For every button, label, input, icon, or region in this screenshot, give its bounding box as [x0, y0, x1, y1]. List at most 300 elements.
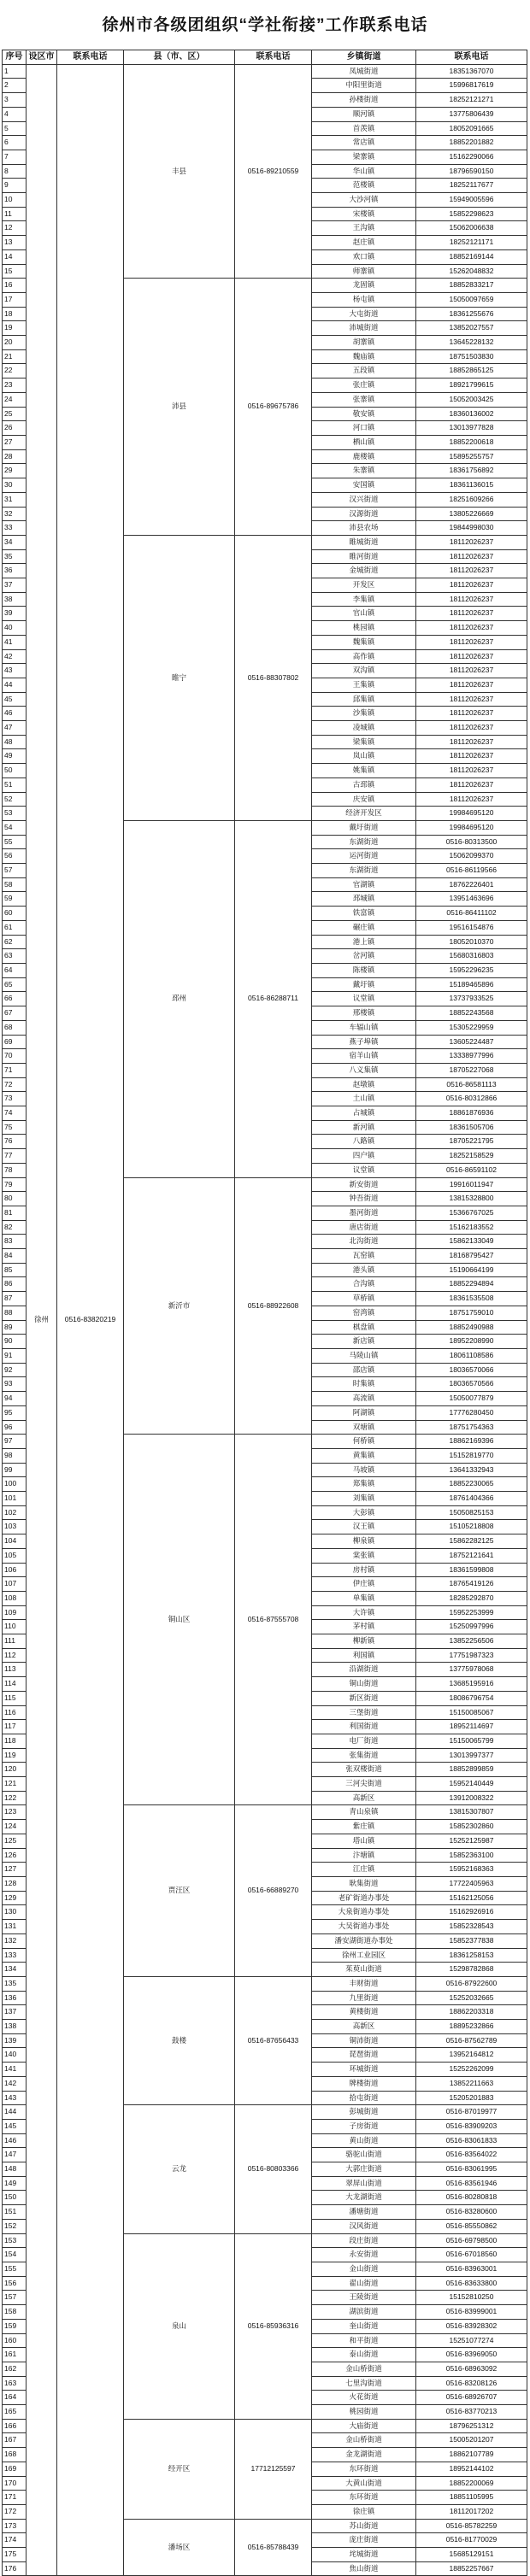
row-index: 90 — [3, 1335, 26, 1349]
row-index: 11 — [3, 207, 26, 221]
row-index: 43 — [3, 664, 26, 678]
row-index: 19 — [3, 321, 26, 336]
town-name: 草桥镇 — [312, 1292, 416, 1306]
town-phone: 18852257667 — [416, 2561, 527, 2576]
town-name: 铁富镇 — [312, 907, 416, 921]
row-index: 23 — [3, 378, 26, 393]
town-phone: 0516-81770029 — [416, 2533, 527, 2548]
county-name: 铜山区 — [124, 1435, 235, 1805]
header-county: 县（市、区） — [124, 50, 235, 65]
town-name: 大屯街道 — [312, 307, 416, 321]
town-name: 潘安湖街道办事处 — [312, 1933, 416, 1948]
town-name: 陈楼镇 — [312, 964, 416, 978]
row-index: 83 — [3, 1235, 26, 1249]
county-phone: 0516-85788439 — [235, 2519, 312, 2576]
town-name: 唐店街道 — [312, 1220, 416, 1235]
row-index: 117 — [3, 1720, 26, 1734]
town-name: 焦山街道 — [312, 2561, 416, 2576]
town-phone: 13912008322 — [416, 1791, 527, 1805]
town-name: 东环街道 — [312, 2491, 416, 2505]
town-phone: 0516-68926707 — [416, 2391, 527, 2405]
row-index: 56 — [3, 849, 26, 864]
town-phone: 13641332943 — [416, 1463, 527, 1477]
town-phone: 0516-83633800 — [416, 2276, 527, 2291]
row-index: 6 — [3, 136, 26, 150]
header-county-phone: 联系电话 — [235, 50, 312, 65]
county-phone: 0516-88307802 — [235, 535, 312, 820]
row-index: 122 — [3, 1791, 26, 1805]
town-phone: 18112026237 — [416, 721, 527, 736]
town-name: 翠屏山街道 — [312, 2176, 416, 2191]
town-name: 高新区 — [312, 2020, 416, 2034]
town-name: 新安街道 — [312, 1177, 416, 1192]
row-index: 85 — [3, 1263, 26, 1277]
row-index: 96 — [3, 1420, 26, 1435]
town-name: 阿湖镇 — [312, 1405, 416, 1420]
town-name: 高流镇 — [312, 1392, 416, 1406]
town-phone: 18751759010 — [416, 1306, 527, 1320]
town-name: 李集镇 — [312, 592, 416, 607]
town-name: 大许镇 — [312, 1605, 416, 1620]
row-index: 157 — [3, 2291, 26, 2305]
row-index: 60 — [3, 907, 26, 921]
row-index: 144 — [3, 2105, 26, 2120]
town-phone: 18361258153 — [416, 1948, 527, 1963]
row-index: 111 — [3, 1634, 26, 1649]
town-name: 利国街道 — [312, 1720, 416, 1734]
row-index: 106 — [3, 1563, 26, 1577]
row-index: 88 — [3, 1306, 26, 1320]
row-index: 70 — [3, 1049, 26, 1064]
town-name: 戴圩镇 — [312, 977, 416, 992]
town-name: 郑集镇 — [312, 1477, 416, 1492]
town-name: 耿集街道 — [312, 1877, 416, 1892]
row-index: 112 — [3, 1648, 26, 1663]
town-name: 沙集镇 — [312, 707, 416, 721]
town-name: 大黄山街道 — [312, 2476, 416, 2491]
town-phone: 0516-80312866 — [416, 1092, 527, 1106]
town-name: 睢河街道 — [312, 549, 416, 564]
town-phone: 18705227068 — [416, 1063, 527, 1077]
town-phone: 0516-68963092 — [416, 2362, 527, 2376]
town-name: 新店镇 — [312, 1335, 416, 1349]
row-index: 168 — [3, 2448, 26, 2462]
town-name: 东湖街道 — [312, 835, 416, 849]
town-name: 高作镇 — [312, 649, 416, 664]
town-name: 翟山街道 — [312, 2276, 416, 2291]
town-phone: 18762226401 — [416, 877, 527, 892]
row-index: 105 — [3, 1548, 26, 1563]
row-index: 131 — [3, 1920, 26, 1934]
town-name: 三河尖街道 — [312, 1777, 416, 1792]
town-name: 徐庄镇 — [312, 2504, 416, 2519]
row-index: 62 — [3, 935, 26, 949]
town-phone: 18861876936 — [416, 1106, 527, 1121]
town-phone: 13737933525 — [416, 992, 527, 1006]
town-phone: 18036570066 — [416, 1363, 527, 1377]
town-phone: 15852377838 — [416, 1933, 527, 1948]
town-phone: 18112026237 — [416, 649, 527, 664]
table-body — [3, 64, 527, 2576]
town-phone: 18852490988 — [416, 1320, 527, 1335]
row-index: 132 — [3, 1933, 26, 1948]
row-index: 150 — [3, 2191, 26, 2205]
row-index: 13 — [3, 236, 26, 250]
row-index: 2 — [3, 79, 26, 93]
town-phone: 18112026237 — [416, 764, 527, 778]
row-index: 158 — [3, 2305, 26, 2320]
town-name: 柳泉镇 — [312, 1534, 416, 1549]
town-name: 窑湾镇 — [312, 1306, 416, 1320]
row-index: 100 — [3, 1477, 26, 1492]
row-index: 133 — [3, 1948, 26, 1963]
town-name: 黄集镇 — [312, 1448, 416, 1463]
town-phone: 0516-86591102 — [416, 1163, 527, 1177]
town-phone: 18361599808 — [416, 1563, 527, 1577]
town-phone: 15862133049 — [416, 1235, 527, 1249]
town-phone: 18862169396 — [416, 1435, 527, 1449]
row-index: 143 — [3, 2091, 26, 2105]
town-name: 沛县农场 — [312, 521, 416, 536]
row-index: 124 — [3, 1820, 26, 1834]
town-name: 议堂镇 — [312, 992, 416, 1006]
town-name: 顺河镇 — [312, 107, 416, 121]
row-index: 35 — [3, 549, 26, 564]
town-name: 桃园镇 — [312, 621, 416, 636]
county-name: 潘场区 — [124, 2519, 235, 2576]
county-name: 鼓楼 — [124, 1976, 235, 2104]
town-name: 范楼镇 — [312, 179, 416, 193]
town-name: 琵琶街道 — [312, 2048, 416, 2063]
town-phone: 18112026237 — [416, 549, 527, 564]
town-name: 金城街道 — [312, 564, 416, 578]
row-index: 80 — [3, 1192, 26, 1206]
town-name: 大郭庄街道 — [312, 2162, 416, 2177]
county-phone: 0516-66889270 — [235, 1805, 312, 1976]
town-name: 铜沛街道 — [312, 2033, 416, 2048]
row-index: 151 — [3, 2205, 26, 2220]
town-name: 凤城街道 — [312, 64, 416, 79]
town-name: 开发区 — [312, 578, 416, 593]
town-name: 利国镇 — [312, 1648, 416, 1663]
town-name: 宋楼镇 — [312, 207, 416, 221]
town-phone: 15862282125 — [416, 1534, 527, 1549]
town-name: 和平街道 — [312, 2333, 416, 2348]
town-phone: 13852256506 — [416, 1634, 527, 1649]
town-name: 睢城街道 — [312, 535, 416, 549]
row-index: 9 — [3, 179, 26, 193]
row-index: 113 — [3, 1663, 26, 1677]
row-index: 138 — [3, 2020, 26, 2034]
county-name: 经开区 — [124, 2419, 235, 2519]
row-index: 164 — [3, 2391, 26, 2405]
town-phone: 13852027557 — [416, 321, 527, 336]
row-index: 38 — [3, 592, 26, 607]
town-phone: 18796251312 — [416, 2419, 527, 2433]
county-phone: 0516-87555708 — [235, 1435, 312, 1805]
town-phone: 15190664199 — [416, 1263, 527, 1277]
town-name: 金龙湖街道 — [312, 2448, 416, 2462]
page-title: 徐州市各级团组织“学社衔接”工作联系电话 — [102, 16, 428, 34]
town-phone: 18921799615 — [416, 378, 527, 393]
town-phone: 18751503830 — [416, 349, 527, 364]
town-name: 江庄镇 — [312, 1863, 416, 1877]
town-phone: 13685195916 — [416, 1677, 527, 1692]
county-phone: 0516-80803366 — [235, 2105, 312, 2233]
town-name: 中阳里街道 — [312, 79, 416, 93]
town-phone: 15366767025 — [416, 1206, 527, 1220]
town-name: 车辐山镇 — [312, 1020, 416, 1035]
town-phone: 13952164812 — [416, 2048, 527, 2063]
town-phone: 18112017202 — [416, 2504, 527, 2519]
town-name: 常店镇 — [312, 136, 416, 150]
row-index: 74 — [3, 1106, 26, 1121]
town-name: 电厂街道 — [312, 1734, 416, 1748]
row-index: 102 — [3, 1505, 26, 1520]
county-phone: 0516-86288711 — [235, 820, 312, 1177]
town-name: 王集镇 — [312, 678, 416, 692]
county-phone: 0516-87656433 — [235, 1976, 312, 2104]
town-phone: 17722405963 — [416, 1877, 527, 1892]
town-phone: 15251077274 — [416, 2333, 527, 2348]
town-phone: 18852200069 — [416, 2476, 527, 2491]
town-name: 合沟镇 — [312, 1277, 416, 1292]
town-phone: 0516-80313500 — [416, 835, 527, 849]
town-phone: 18361136015 — [416, 478, 527, 493]
county-name: 云龙 — [124, 2105, 235, 2233]
town-name: 大龙湖街道 — [312, 2191, 416, 2205]
row-index: 130 — [3, 1905, 26, 1920]
town-name: 魏集镇 — [312, 635, 416, 649]
town-phone: 15105218808 — [416, 1520, 527, 1534]
town-phone: 18752121641 — [416, 1548, 527, 1563]
town-name: 宿羊山镇 — [312, 1049, 416, 1064]
town-phone: 18112026237 — [416, 564, 527, 578]
town-phone: 19984695120 — [416, 807, 527, 821]
row-index: 69 — [3, 1035, 26, 1049]
row-index: 25 — [3, 407, 26, 421]
row-index: 59 — [3, 892, 26, 907]
town-name: 赵墩镇 — [312, 1077, 416, 1092]
town-phone: 18112026237 — [416, 692, 527, 707]
row-index: 81 — [3, 1206, 26, 1220]
row-index: 115 — [3, 1691, 26, 1705]
row-index: 12 — [3, 221, 26, 236]
town-phone: 18036570566 — [416, 1377, 527, 1392]
row-index: 134 — [3, 1963, 26, 1977]
city-name: 徐州 — [26, 64, 57, 2576]
town-name: 徐州工业园区 — [312, 1948, 416, 1963]
row-index: 87 — [3, 1292, 26, 1306]
town-phone: 13338977996 — [416, 1049, 527, 1064]
town-name: 大泉街道办事处 — [312, 1905, 416, 1920]
town-phone: 0516-83999001 — [416, 2305, 527, 2320]
row-index: 64 — [3, 964, 26, 978]
town-name: 奎山街道 — [312, 2319, 416, 2333]
town-phone: 13013977828 — [416, 421, 527, 436]
row-index: 54 — [3, 820, 26, 835]
row-index: 97 — [3, 1435, 26, 1449]
row-index: 173 — [3, 2519, 26, 2533]
town-name: 棋盘镇 — [312, 1320, 416, 1335]
row-index: 136 — [3, 1991, 26, 2005]
town-phone: 15205201883 — [416, 2091, 527, 2105]
town-name: 欢口镇 — [312, 249, 416, 264]
town-phone: 0516-83280600 — [416, 2205, 527, 2220]
row-index: 82 — [3, 1220, 26, 1235]
town-phone: 18852200618 — [416, 435, 527, 449]
town-name: 紫庄镇 — [312, 1820, 416, 1834]
row-index: 40 — [3, 621, 26, 636]
town-phone: 18112026237 — [416, 664, 527, 678]
town-name: 九里街道 — [312, 1991, 416, 2005]
town-phone: 18112026237 — [416, 607, 527, 621]
town-phone: 17776280450 — [416, 1405, 527, 1420]
town-phone: 18361505706 — [416, 1120, 527, 1135]
town-phone: 15005201207 — [416, 2433, 527, 2448]
row-index: 61 — [3, 920, 26, 935]
row-index: 72 — [3, 1077, 26, 1092]
town-name: 拾屯街道 — [312, 2091, 416, 2105]
town-phone: 13013997377 — [416, 1748, 527, 1763]
town-phone: 0516-69798500 — [416, 2233, 527, 2248]
town-phone: 18112026237 — [416, 707, 527, 721]
town-phone: 18852230065 — [416, 1477, 527, 1492]
row-index: 58 — [3, 877, 26, 892]
row-index: 75 — [3, 1120, 26, 1135]
town-name: 马陵山镇 — [312, 1348, 416, 1363]
town-phone: 18112026237 — [416, 735, 527, 749]
town-phone: 15262048832 — [416, 264, 527, 279]
row-index: 57 — [3, 864, 26, 878]
town-phone: 15685129151 — [416, 2548, 527, 2562]
town-phone: 18852899859 — [416, 1763, 527, 1777]
row-index: 50 — [3, 764, 26, 778]
town-phone: 15050097659 — [416, 292, 527, 307]
row-index: 121 — [3, 1777, 26, 1792]
row-index: 139 — [3, 2033, 26, 2048]
town-phone: 15252262099 — [416, 2063, 527, 2077]
town-phone: 18852294894 — [416, 1277, 527, 1292]
row-index: 77 — [3, 1149, 26, 1164]
town-name: 高新区 — [312, 1791, 416, 1805]
town-phone: 15952296235 — [416, 964, 527, 978]
town-name: 王沟镇 — [312, 221, 416, 236]
row-index: 1 — [3, 64, 26, 79]
header-city-phone: 联系电话 — [57, 50, 124, 65]
town-phone: 18852169144 — [416, 249, 527, 264]
town-phone: 0516-83061833 — [416, 2133, 527, 2148]
row-index: 135 — [3, 1976, 26, 1991]
town-name: 议堂镇 — [312, 1163, 416, 1177]
row-index: 73 — [3, 1092, 26, 1106]
town-phone: 19844998030 — [416, 521, 527, 536]
row-index: 152 — [3, 2219, 26, 2233]
town-name: 梁集镇 — [312, 735, 416, 749]
row-index: 125 — [3, 1834, 26, 1848]
row-index: 91 — [3, 1348, 26, 1363]
row-index: 165 — [3, 2405, 26, 2420]
row-index: 161 — [3, 2348, 26, 2362]
row-index: 137 — [3, 2005, 26, 2020]
town-phone: 18705221795 — [416, 1135, 527, 1149]
town-name: 华山镇 — [312, 164, 416, 179]
town-phone: 15852328543 — [416, 1920, 527, 1934]
town-phone: 18952114697 — [416, 1720, 527, 1734]
town-phone: 18112026237 — [416, 777, 527, 792]
town-phone: 18252117677 — [416, 179, 527, 193]
row-index: 79 — [3, 1177, 26, 1192]
town-phone: 15895255757 — [416, 449, 527, 464]
town-phone: 18168795427 — [416, 1249, 527, 1264]
town-name: 大吴街道办事处 — [312, 1920, 416, 1934]
town-name: 大庙街道 — [312, 2419, 416, 2433]
town-name: 梁寨镇 — [312, 150, 416, 164]
town-name: 何桥镇 — [312, 1435, 416, 1449]
county-name: 泉山 — [124, 2233, 235, 2419]
town-name: 彭城街道 — [312, 2105, 416, 2120]
town-phone: 18112026237 — [416, 678, 527, 692]
town-phone: 13852211663 — [416, 2076, 527, 2091]
town-phone: 13645228132 — [416, 336, 527, 350]
row-index: 86 — [3, 1277, 26, 1292]
town-name: 张寨镇 — [312, 392, 416, 407]
header-town-phone: 联系电话 — [416, 50, 527, 65]
town-name: 汴塘镇 — [312, 1848, 416, 1863]
town-phone: 15305229959 — [416, 1020, 527, 1035]
town-phone: 18851105995 — [416, 2491, 527, 2505]
town-phone: 15189465896 — [416, 977, 527, 992]
town-phone: 19516154876 — [416, 920, 527, 935]
town-name: 铜山街道 — [312, 1677, 416, 1692]
row-index: 155 — [3, 2262, 26, 2276]
town-phone: 18252121171 — [416, 236, 527, 250]
town-phone: 17751987323 — [416, 1648, 527, 1663]
town-phone: 15252125987 — [416, 1834, 527, 1848]
town-phone: 15952168363 — [416, 1863, 527, 1877]
town-name: 七里沟街道 — [312, 2376, 416, 2391]
town-phone: 18361756892 — [416, 464, 527, 478]
row-index: 36 — [3, 564, 26, 578]
town-phone: 18361255676 — [416, 307, 527, 321]
row-index: 41 — [3, 635, 26, 649]
town-phone: 18852201882 — [416, 136, 527, 150]
row-index: 48 — [3, 735, 26, 749]
town-phone: 18852833217 — [416, 279, 527, 293]
town-phone: 0516-83564022 — [416, 2148, 527, 2162]
row-index: 156 — [3, 2276, 26, 2291]
row-index: 53 — [3, 807, 26, 821]
row-index: 10 — [3, 193, 26, 208]
row-index: 22 — [3, 364, 26, 378]
row-index: 21 — [3, 349, 26, 364]
row-index: 114 — [3, 1677, 26, 1692]
row-index: 14 — [3, 249, 26, 264]
town-phone: 0516-86411102 — [416, 907, 527, 921]
town-name: 牌楼街道 — [312, 2076, 416, 2091]
town-name: 首羡镇 — [312, 121, 416, 136]
row-index: 140 — [3, 2048, 26, 2063]
row-index: 46 — [3, 707, 26, 721]
town-name: 魏庙镇 — [312, 349, 416, 364]
header-city: 设区市 — [26, 50, 57, 65]
town-name: 房村镇 — [312, 1563, 416, 1577]
town-name: 港上镇 — [312, 935, 416, 949]
town-name: 赵庄镇 — [312, 236, 416, 250]
town-phone: 18751754363 — [416, 1420, 527, 1435]
row-index: 141 — [3, 2063, 26, 2077]
row-index: 45 — [3, 692, 26, 707]
